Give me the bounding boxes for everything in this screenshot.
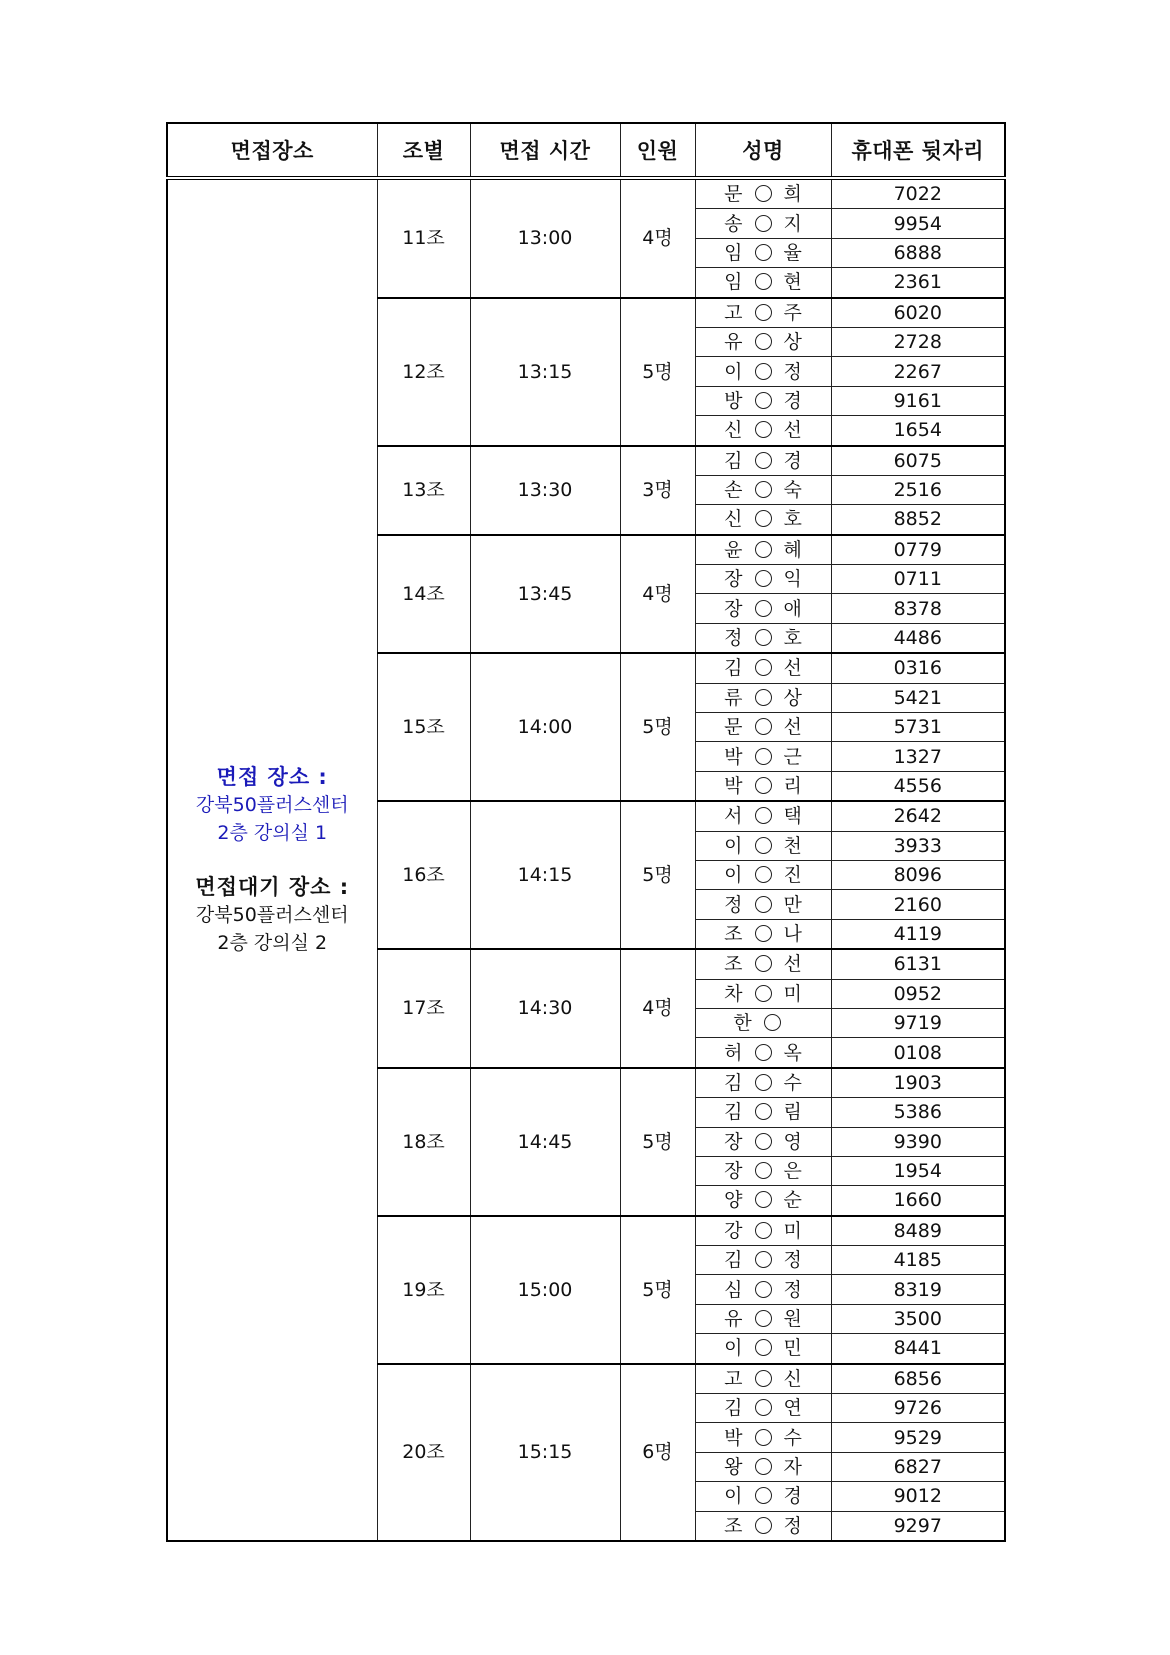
masked-circle-icon	[755, 481, 772, 498]
surname: 고	[724, 301, 743, 324]
member-name-cell	[695, 1452, 831, 1481]
interview-schedule-table	[166, 122, 1006, 1542]
masked-circle-icon	[755, 600, 772, 617]
given-name-last-char: 옥	[783, 1041, 802, 1064]
surname: 김	[724, 1101, 743, 1124]
schedule-body	[167, 178, 1005, 1541]
given-name-last-char: 혜	[783, 538, 802, 561]
phone-last-digits-cell: 2267	[831, 357, 1005, 386]
member-name-cell	[695, 268, 831, 298]
group-cell: 13조	[377, 446, 470, 535]
given-name-last-char: 율	[783, 241, 802, 264]
given-name-last-char: 천	[783, 834, 802, 857]
masked-circle-icon	[755, 185, 772, 202]
given-name-last-char: 근	[783, 745, 802, 768]
phone-last-digits-cell: 9726	[831, 1394, 1005, 1423]
member-name-cell	[695, 1246, 831, 1275]
surname: 유	[724, 1308, 743, 1331]
surname: 신	[724, 419, 743, 442]
count-cell: 5명	[620, 801, 695, 949]
phone-last-digits-cell: 0952	[831, 979, 1005, 1008]
phone-last-digits-cell: 5731	[831, 713, 1005, 742]
phone-last-digits-cell: 0779	[831, 535, 1005, 565]
member-name-cell	[695, 890, 831, 919]
masked-circle-icon	[755, 777, 772, 794]
member-name-cell	[695, 209, 831, 238]
surname: 왕	[724, 1455, 743, 1478]
surname: 이	[724, 1337, 743, 1360]
phone-last-digits-cell: 8319	[831, 1275, 1005, 1304]
given-name-last-char: 영	[783, 1130, 802, 1153]
masked-circle-icon	[755, 215, 772, 232]
given-name-last-char: 지	[783, 212, 802, 235]
member-name-cell	[695, 949, 831, 979]
surname: 윤	[724, 538, 743, 561]
phone-last-digits-cell: 1654	[831, 416, 1005, 446]
phone-last-digits-cell: 8096	[831, 860, 1005, 889]
surname: 유	[724, 331, 743, 354]
member-name-cell	[695, 386, 831, 415]
surname: 양	[724, 1189, 743, 1212]
phone-last-digits-cell: 4556	[831, 771, 1005, 801]
given-name-last-char: 만	[783, 893, 802, 916]
surname: 이	[724, 360, 743, 383]
count-cell: 5명	[620, 1216, 695, 1364]
member-name-cell	[695, 742, 831, 771]
member-name-cell	[695, 1364, 831, 1394]
waiting-place-building: 강북50플러스센터	[195, 903, 349, 926]
given-name-last-char: 민	[783, 1337, 802, 1360]
count-cell: 5명	[620, 653, 695, 801]
member-name-cell	[695, 565, 831, 594]
masked-circle-icon	[755, 689, 772, 706]
group-cell: 18조	[377, 1068, 470, 1216]
surname: 장	[724, 1130, 743, 1153]
surname: 강	[724, 1219, 743, 1242]
member-name-cell	[695, 1068, 831, 1098]
member-name-cell	[695, 683, 831, 712]
member-name-cell	[695, 475, 831, 504]
phone-last-digits-cell: 2516	[831, 475, 1005, 504]
time-cell: 15:00	[470, 1216, 620, 1364]
phone-last-digits-cell: 8489	[831, 1216, 1005, 1246]
given-name-last-char: 희	[783, 183, 802, 206]
count-cell: 4명	[620, 535, 695, 654]
phone-last-digits-cell: 2642	[831, 801, 1005, 831]
count-cell: 3명	[620, 446, 695, 535]
given-name-last-char: 애	[783, 597, 802, 620]
masked-circle-icon	[755, 304, 772, 321]
surname: 정	[724, 627, 743, 650]
phone-last-digits-cell: 9529	[831, 1423, 1005, 1452]
surname: 장	[724, 1160, 743, 1183]
masked-circle-icon	[755, 985, 772, 1002]
member-name-cell	[695, 178, 831, 209]
surname: 고	[724, 1367, 743, 1390]
group-cell: 14조	[377, 535, 470, 654]
phone-last-digits-cell: 6020	[831, 298, 1005, 328]
masked-circle-icon	[755, 1251, 772, 1268]
given-name-last-char: 호	[783, 508, 802, 531]
member-name-cell	[695, 771, 831, 801]
phone-last-digits-cell: 4486	[831, 623, 1005, 653]
member-name-cell	[695, 831, 831, 860]
phone-last-digits-cell: 5421	[831, 683, 1005, 712]
surname: 임	[724, 271, 743, 294]
time-cell: 14:00	[470, 653, 620, 801]
member-name-cell	[695, 446, 831, 476]
surname: 김	[724, 1071, 743, 1094]
masked-circle-icon	[755, 1133, 772, 1150]
surname: 조	[724, 922, 743, 945]
given-name-last-char: 주	[783, 301, 802, 324]
surname: 조	[724, 1514, 743, 1537]
phone-last-digits-cell: 9390	[831, 1127, 1005, 1156]
masked-circle-icon	[755, 1370, 772, 1387]
interview-place-room: 2층 강의실 1	[217, 821, 328, 844]
surname: 문	[724, 183, 743, 206]
masked-circle-icon	[755, 925, 772, 942]
phone-last-digits-cell: 1903	[831, 1068, 1005, 1098]
member-name-cell	[695, 505, 831, 535]
waiting-place-room: 2층 강의실 2	[217, 931, 328, 954]
given-name-last-char: 미	[783, 982, 802, 1005]
group-cell: 17조	[377, 949, 470, 1068]
member-name-cell	[695, 357, 831, 386]
count-cell: 4명	[620, 949, 695, 1068]
member-name-cell	[695, 1008, 831, 1037]
header-group: 조별	[377, 123, 470, 178]
given-name-last-char: 상	[783, 686, 802, 709]
interview-place-building: 강북50플러스센터	[195, 793, 349, 816]
masked-circle-icon	[755, 392, 772, 409]
time-cell: 13:30	[470, 446, 620, 535]
given-name-last-char: 선	[783, 419, 802, 442]
header-count: 인원	[620, 123, 695, 178]
surname: 심	[724, 1278, 743, 1301]
member-name-cell	[695, 1482, 831, 1511]
table-row	[167, 178, 1005, 209]
member-name-cell	[695, 653, 831, 683]
group-cell: 12조	[377, 298, 470, 446]
masked-circle-icon	[755, 363, 772, 380]
member-name-cell	[695, 1423, 831, 1452]
member-name-cell	[695, 238, 831, 267]
given-name-last-char: 순	[783, 1189, 802, 1212]
given-name-last-char: 호	[783, 627, 802, 650]
header-name: 성명	[695, 123, 831, 178]
given-name-last-char: 연	[783, 1397, 802, 1420]
given-name-last-char: 정	[783, 1514, 802, 1537]
group-cell: 16조	[377, 801, 470, 949]
masked-circle-icon	[755, 866, 772, 883]
given-name-last-char: 미	[783, 1219, 802, 1242]
place-cell	[167, 178, 377, 1541]
member-name-cell	[695, 1275, 831, 1304]
phone-last-digits-cell: 2361	[831, 268, 1005, 298]
phone-last-digits-cell: 6827	[831, 1452, 1005, 1481]
given-name-last-char: 택	[783, 805, 802, 828]
masked-circle-icon	[755, 541, 772, 558]
surname: 박	[724, 745, 743, 768]
phone-last-digits-cell: 6856	[831, 1364, 1005, 1394]
time-cell: 14:15	[470, 801, 620, 949]
surname: 신	[724, 508, 743, 531]
masked-circle-icon	[755, 510, 772, 527]
count-cell: 5명	[620, 298, 695, 446]
given-name-last-char: 선	[783, 716, 802, 739]
phone-last-digits-cell: 6888	[831, 238, 1005, 267]
masked-circle-icon	[755, 629, 772, 646]
phone-last-digits-cell: 3500	[831, 1304, 1005, 1333]
time-cell: 13:15	[470, 298, 620, 446]
time-cell: 13:45	[470, 535, 620, 654]
phone-last-digits-cell: 6075	[831, 446, 1005, 476]
phone-last-digits-cell: 9297	[831, 1511, 1005, 1541]
phone-last-digits-cell: 7022	[831, 178, 1005, 209]
phone-last-digits-cell: 0108	[831, 1038, 1005, 1068]
surname: 이	[724, 864, 743, 887]
phone-last-digits-cell: 1660	[831, 1186, 1005, 1216]
phone-last-digits-cell: 9719	[831, 1008, 1005, 1037]
given-name-last-char: 현	[783, 271, 802, 294]
given-name-last-char: 신	[783, 1367, 802, 1390]
masked-circle-icon	[755, 273, 772, 290]
surname: 한	[733, 1012, 752, 1035]
surname: 차	[724, 982, 743, 1005]
phone-last-digits-cell: 9954	[831, 209, 1005, 238]
member-name-cell	[695, 298, 831, 328]
masked-circle-icon	[755, 837, 772, 854]
member-name-cell	[695, 1216, 831, 1246]
masked-circle-icon	[755, 1339, 772, 1356]
member-name-cell	[695, 594, 831, 623]
surname: 서	[724, 805, 743, 828]
masked-circle-icon	[755, 1458, 772, 1475]
masked-circle-icon	[755, 659, 772, 676]
surname: 손	[724, 479, 743, 502]
member-name-cell	[695, 979, 831, 1008]
surname: 김	[724, 1397, 743, 1420]
interview-place-title: 면접 장소 :	[216, 764, 328, 789]
masked-circle-icon	[755, 1310, 772, 1327]
phone-last-digits-cell: 1954	[831, 1156, 1005, 1185]
phone-last-digits-cell: 8441	[831, 1334, 1005, 1364]
member-name-cell	[695, 327, 831, 356]
given-name-last-char: 익	[783, 568, 802, 591]
masked-circle-icon	[755, 1191, 772, 1208]
surname: 류	[724, 686, 743, 709]
header-phone: 휴대폰 뒷자리	[831, 123, 1005, 178]
masked-circle-icon	[755, 1103, 772, 1120]
member-name-cell	[695, 1304, 831, 1333]
surname: 이	[724, 1485, 743, 1508]
masked-circle-icon	[755, 1399, 772, 1416]
member-name-cell	[695, 801, 831, 831]
given-name-last-char: 자	[783, 1455, 802, 1478]
phone-last-digits-cell: 8378	[831, 594, 1005, 623]
given-name-last-char: 리	[783, 775, 802, 797]
given-name-last-char: 수	[783, 1071, 802, 1094]
given-name-last-char: 경	[783, 389, 802, 412]
masked-circle-icon	[755, 421, 772, 438]
given-name-last-char: 나	[783, 922, 802, 945]
given-name-last-char: 경	[783, 449, 802, 472]
group-cell: 11조	[377, 178, 470, 298]
surname: 박	[724, 775, 743, 797]
masked-circle-icon	[764, 1014, 781, 1031]
surname: 송	[724, 212, 743, 235]
given-name-last-char: 정	[783, 1249, 802, 1272]
masked-circle-icon	[755, 1074, 772, 1091]
phone-last-digits-cell: 4119	[831, 919, 1005, 949]
member-name-cell	[695, 1186, 831, 1216]
count-cell: 4명	[620, 178, 695, 298]
masked-circle-icon	[755, 570, 772, 587]
masked-circle-icon	[755, 333, 772, 350]
member-name-cell	[695, 713, 831, 742]
member-name-cell	[695, 1038, 831, 1068]
masked-circle-icon	[755, 896, 772, 913]
given-name-last-char: 진	[783, 864, 802, 887]
surname: 장	[724, 597, 743, 620]
time-cell: 15:15	[470, 1364, 620, 1541]
masked-circle-icon	[755, 1044, 772, 1061]
member-name-cell	[695, 860, 831, 889]
given-name-last-char: 정	[783, 1278, 802, 1301]
phone-last-digits-cell: 6131	[831, 949, 1005, 979]
masked-circle-icon	[755, 955, 772, 972]
given-name-last-char: 림	[783, 1101, 802, 1124]
masked-circle-icon	[755, 1429, 772, 1446]
phone-last-digits-cell: 9012	[831, 1482, 1005, 1511]
given-name-last-char: 선	[783, 953, 802, 976]
time-cell: 14:45	[470, 1068, 620, 1216]
member-name-cell	[695, 1127, 831, 1156]
time-cell: 14:30	[470, 949, 620, 1068]
member-name-cell	[695, 1334, 831, 1364]
phone-last-digits-cell: 3933	[831, 831, 1005, 860]
phone-last-digits-cell: 4185	[831, 1246, 1005, 1275]
phone-last-digits-cell: 0316	[831, 653, 1005, 683]
header-row	[167, 123, 1005, 178]
given-name-last-char: 수	[783, 1426, 802, 1449]
group-cell: 15조	[377, 653, 470, 801]
surname: 박	[724, 1426, 743, 1449]
member-name-cell	[695, 416, 831, 446]
count-cell: 5명	[620, 1068, 695, 1216]
phone-last-digits-cell: 8852	[831, 505, 1005, 535]
masked-circle-icon	[755, 244, 772, 261]
group-cell: 20조	[377, 1364, 470, 1541]
member-name-cell	[695, 1098, 831, 1127]
member-name-cell	[695, 919, 831, 949]
surname: 방	[724, 389, 743, 412]
phone-last-digits-cell: 5386	[831, 1098, 1005, 1127]
given-name-last-char: 원	[783, 1308, 802, 1331]
phone-last-digits-cell: 9161	[831, 386, 1005, 415]
surname: 조	[724, 953, 743, 976]
surname: 김	[724, 1249, 743, 1272]
time-cell: 13:00	[470, 178, 620, 298]
surname: 임	[724, 241, 743, 264]
header-place: 면접장소	[167, 123, 377, 178]
surname: 정	[724, 893, 743, 916]
member-name-cell	[695, 1511, 831, 1541]
member-name-cell	[695, 535, 831, 565]
member-name-cell	[695, 1394, 831, 1423]
surname: 김	[724, 449, 743, 472]
waiting-place	[168, 873, 377, 957]
phone-last-digits-cell: 0711	[831, 565, 1005, 594]
surname: 장	[724, 568, 743, 591]
header-time: 면접 시간	[470, 123, 620, 178]
given-name-last-char: 은	[783, 1160, 802, 1183]
member-name-cell	[695, 1156, 831, 1185]
interview-place	[168, 763, 377, 847]
masked-circle-icon	[755, 1487, 772, 1504]
masked-circle-icon	[755, 748, 772, 765]
masked-circle-icon	[755, 1162, 772, 1179]
surname: 문	[724, 716, 743, 739]
masked-circle-icon	[755, 718, 772, 735]
count-cell: 6명	[620, 1364, 695, 1541]
masked-circle-icon	[755, 1281, 772, 1298]
given-name-last-char: 선	[783, 657, 802, 680]
phone-last-digits-cell: 2728	[831, 327, 1005, 356]
waiting-place-title: 면접대기 장소 :	[195, 874, 350, 899]
phone-last-digits-cell: 1327	[831, 742, 1005, 771]
given-name-last-char: 상	[783, 331, 802, 354]
member-name-cell	[695, 623, 831, 653]
surname: 김	[724, 657, 743, 680]
given-name-last-char: 경	[783, 1485, 802, 1508]
masked-circle-icon	[755, 807, 772, 824]
given-name-last-char: 정	[783, 360, 802, 383]
masked-circle-icon	[755, 1222, 772, 1239]
masked-circle-icon	[755, 452, 772, 469]
given-name-last-char: 숙	[783, 479, 802, 502]
group-cell: 19조	[377, 1216, 470, 1364]
phone-last-digits-cell: 2160	[831, 890, 1005, 919]
masked-circle-icon	[755, 1517, 772, 1534]
surname: 허	[724, 1041, 743, 1064]
surname: 이	[724, 834, 743, 857]
